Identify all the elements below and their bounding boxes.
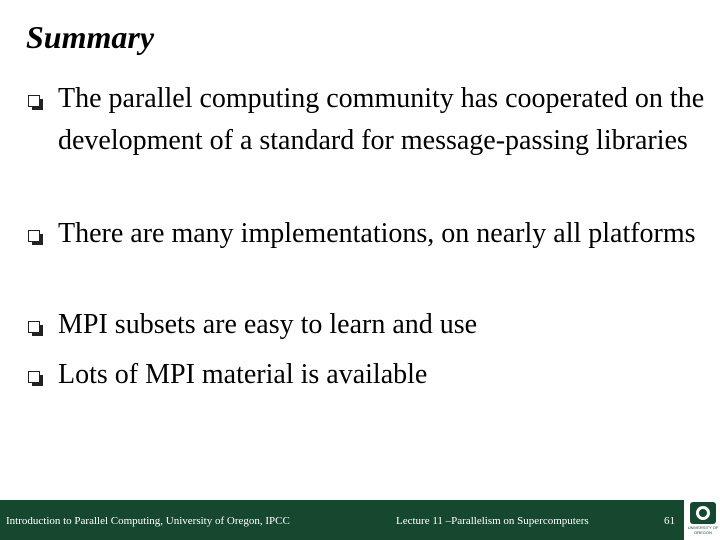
bullet-text: The parallel computing community has cooperated on the development of a standard for message-passing libraries [58, 83, 705, 156]
square-bullet-icon [28, 371, 40, 383]
square-bullet-icon [28, 95, 40, 107]
slide-title: Summary [26, 19, 155, 55]
bullet-text: MPI subsets are easy to learn and use [58, 309, 478, 340]
footer-course-title: Introduction to Parallel Computing, University of Oregon, IPCC [6, 515, 290, 527]
bullet-text: Lots of MPI material is available [58, 359, 428, 390]
square-bullet-icon [28, 230, 40, 242]
footer-lecture-title: Lecture 11 –Parallelism on Supercomputers [396, 515, 589, 527]
logo-text: UNIVERSITY OF OREGON [687, 525, 719, 535]
slide-footer [0, 500, 720, 540]
square-bullet-icon [28, 321, 40, 333]
page-number: 61 [664, 515, 675, 527]
oregon-o-icon [690, 502, 716, 524]
bullet-text: There are many implementations, on nearly all platforms [58, 218, 696, 249]
university-logo [686, 500, 720, 540]
